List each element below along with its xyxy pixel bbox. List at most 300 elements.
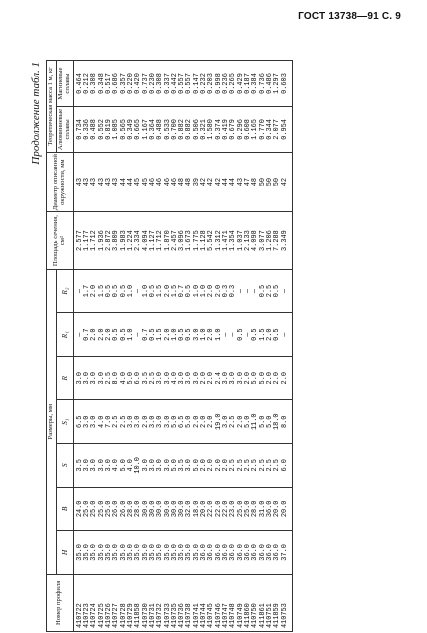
table-cell-s1: 2.5 xyxy=(112,415,121,428)
h-column xyxy=(73,531,292,575)
table-cell-r1: 2.0 xyxy=(207,328,216,341)
table-cell-r1: 0.7 xyxy=(141,328,150,341)
table-cell-b: 25.0 xyxy=(243,500,252,518)
table-cell-s1: 5.0 xyxy=(258,415,267,428)
table-cell-r1: 2.0 xyxy=(105,328,114,341)
table-cell-area: 1.354 xyxy=(229,230,238,251)
table-cell-profile-number: 410729 xyxy=(126,603,135,628)
table-cell-diameter: 50 xyxy=(265,178,274,187)
table-cell-r2: — xyxy=(75,289,84,294)
table-cell-profile-number: 410727 xyxy=(112,603,121,628)
table-cell-r: 4.0 xyxy=(119,372,128,385)
table-cell-magnesium: 0.442 xyxy=(170,73,179,94)
header-r2: R₂ xyxy=(56,269,73,313)
table-cell-r2: 1.0 xyxy=(126,284,135,298)
table-cell-b: 26.0 xyxy=(112,500,121,518)
table-cell-h: 36.0 xyxy=(214,544,223,561)
table-cell-s: 2.5 xyxy=(273,459,282,472)
table-cell-r2: 0.7 xyxy=(178,284,187,298)
table-cell-h: 35.0 xyxy=(141,544,150,561)
table-cell-h: 36.0 xyxy=(222,544,231,561)
table-cell-s: 3.0 xyxy=(141,459,150,472)
table-cell-r: 3.0 xyxy=(75,372,84,385)
table-cell-b: 20.0 xyxy=(280,500,289,518)
table-cell-area: 3.809 xyxy=(112,230,121,251)
table-cell-r: 3.0 xyxy=(83,372,92,385)
table-cell-profile-number: 410724 xyxy=(90,603,99,628)
table-cell-s1: 18.0 xyxy=(273,413,282,431)
table-cell-r: 2.4 xyxy=(214,372,223,385)
table-cell-r2: 0.5 xyxy=(185,284,194,298)
table-cell-r1: 1.5 xyxy=(258,328,267,341)
table-cell-r2: — xyxy=(243,289,252,294)
table-cell-r2: 0.3 xyxy=(222,284,231,298)
table-cell-magnesium: 0.357 xyxy=(119,73,128,94)
table-cell-area: 1.037 xyxy=(236,230,245,251)
table-cell-diameter: 44 xyxy=(222,178,231,187)
table-cell-s1: 8.0 xyxy=(280,415,289,428)
table-cell-r1: 2.0 xyxy=(163,328,172,341)
table-cell-profile-number: 410751 xyxy=(265,603,274,628)
table-cell-r1: 0.5 xyxy=(112,328,121,341)
table-cell-r2: 0.5 xyxy=(148,284,157,298)
table-cell-r2: 1.7 xyxy=(83,284,92,298)
table-cell-r2: 0.5 xyxy=(119,284,128,298)
table-cell-aluminum: 1.580 xyxy=(207,119,216,140)
table-cell-diameter: 44 xyxy=(126,178,135,187)
table-cell-b: 22.0 xyxy=(214,500,223,518)
table-cell-profile-number: 410728 xyxy=(119,603,128,628)
table-cell-profile-number: 410726 xyxy=(105,603,114,628)
table-cell-diameter: 42 xyxy=(207,178,216,187)
table-cell-r1: 0.5 xyxy=(178,328,187,341)
table-cell-profile-number: 410749 xyxy=(236,603,245,628)
table-cell-r2: — xyxy=(236,289,245,294)
table-cell-r2: 2.5 xyxy=(265,284,274,298)
table-cell-r: 3.0 xyxy=(163,372,172,385)
table-cell-magnesium: 0.220 xyxy=(126,73,135,94)
table-cell-b: 20.0 xyxy=(200,500,209,518)
table-cell-magnesium: 0.686 xyxy=(112,73,121,94)
table-cell-aluminum: 0.734 xyxy=(75,119,84,140)
table-cell-area: 3.096 xyxy=(178,230,187,251)
table-cell-area: 2.872 xyxy=(105,230,114,251)
table-cell-b: 25.0 xyxy=(105,500,114,518)
table-cell-diameter: 42 xyxy=(200,178,209,187)
table-cell-s: 3.0 xyxy=(185,459,194,472)
s-column xyxy=(73,444,292,488)
table-cell-s1: 3.0 xyxy=(222,415,231,428)
table-cell-s1: 19.0 xyxy=(214,413,223,431)
table-cell-h: 36.0 xyxy=(243,544,252,561)
table-cell-s: 2.5 xyxy=(265,459,274,472)
table-cell-b: 20.0 xyxy=(273,500,282,518)
table-cell-diameter: 42 xyxy=(214,178,223,187)
table-cell-r: 2.0 xyxy=(207,372,216,385)
table-cell-s: 3.5 xyxy=(178,459,187,472)
table-cell-h: 36.0 xyxy=(258,544,267,561)
table-cell-aluminum: 0.506 xyxy=(192,119,201,140)
table-stage xyxy=(30,60,426,632)
table-cell-r: 2.5 xyxy=(148,372,157,385)
table-cell-b: 24.0 xyxy=(75,500,84,518)
table-cell-h: 35.0 xyxy=(119,544,128,561)
table-cell-magnesium: 0.348 xyxy=(97,73,106,94)
table-cell-h: 35.0 xyxy=(156,544,165,561)
table-cell-r1: 0.5 xyxy=(273,328,282,341)
table-cell-diameter: 46 xyxy=(148,178,157,187)
table-cell-diameter: 50 xyxy=(258,178,267,187)
table-cell-r: 3.0 xyxy=(156,372,165,385)
table-cell-magnesium: 0.147 xyxy=(192,73,201,94)
table-cell-area: 1.983 xyxy=(119,230,128,251)
table-cell-r2: 1.5 xyxy=(97,284,106,298)
table-cell-diameter: 42 xyxy=(280,178,289,187)
table-cell-s: 5.0 xyxy=(192,459,201,472)
table-cell-s1: 6.5 xyxy=(75,415,84,428)
table-cell-h: 36.0 xyxy=(251,544,260,561)
table-cell-s1: 5.0 xyxy=(170,415,179,428)
table-cell-h: 35.0 xyxy=(134,544,143,561)
table-cell-s: 2.0 xyxy=(222,459,231,472)
table-cell-profile-number: 410733 xyxy=(163,603,172,628)
table-cell-aluminum: 0.533 xyxy=(163,119,172,140)
table-cell-s: 3.0 xyxy=(83,459,92,472)
table-cell-area: 1.127 xyxy=(148,230,157,251)
header-r: R xyxy=(56,356,73,400)
table-cell-magnesium: 0.557 xyxy=(178,73,187,94)
table-cell-r1: 0.5 xyxy=(119,328,128,341)
table-cell-r1: 0.5 xyxy=(251,328,260,341)
table-cell-h: 36.0 xyxy=(265,544,274,561)
table-cell-s1: 2.0 xyxy=(207,415,216,428)
table-cell-s: 5.0 xyxy=(170,459,179,472)
magnesium-mass-column xyxy=(73,61,292,107)
table-cell-area: 2.457 xyxy=(170,230,179,251)
table-cell-s1: 5.0 xyxy=(265,415,274,428)
table-cell-magnesium: 0.517 xyxy=(105,73,114,94)
table-cell-aluminum: 0.665 xyxy=(134,119,143,140)
table-cell-s: 2.5 xyxy=(251,459,260,472)
table-cell-r1: 0.5 xyxy=(236,328,245,341)
table-cell-profile-number: 411860 xyxy=(243,603,252,628)
table-cell-r1: 1.0 xyxy=(126,328,135,341)
table-cell-b: 30.0 xyxy=(141,500,150,518)
table-cell-r2: 1.5 xyxy=(170,284,179,298)
table-cell-b: 28.0 xyxy=(126,500,135,518)
table-caption: Продолжение табл. 1 xyxy=(30,62,42,165)
table-cell-r: 5.0 xyxy=(126,372,135,385)
table-cell-diameter: 43 xyxy=(97,178,106,187)
table-cell-profile-number: 410745 xyxy=(207,603,216,628)
header-magnesium: Магниевые сплавы xyxy=(56,61,73,107)
table-cell-magnesium: 1.297 xyxy=(273,73,282,94)
table-cell-aluminum: 0.488 xyxy=(156,119,165,140)
table-cell-r1: 3.0 xyxy=(192,328,201,341)
diameter-column xyxy=(73,152,292,212)
table-cell-magnesium: 0.486 xyxy=(265,73,274,94)
table-cell-s: 3.0 xyxy=(148,459,157,472)
table-cell-r: 2.0 xyxy=(243,372,252,385)
header-r1: R₁ xyxy=(56,313,73,357)
table-cell-r2: 0.5 xyxy=(273,284,282,298)
table-cell-r: 6.0 xyxy=(134,372,143,385)
table-cell-magnesium: 0.384 xyxy=(251,73,260,94)
table-cell-area: 1.870 xyxy=(163,230,172,251)
table-cell-area: 3.077 xyxy=(258,230,267,251)
table-cell-aluminum: 0.344 xyxy=(265,119,274,140)
table-cell-r: 3.0 xyxy=(185,372,194,385)
table-cell-diameter: 43 xyxy=(112,178,121,187)
table-cell-profile-number: 410732 xyxy=(156,603,165,628)
table-cell-aluminum: 1.167 xyxy=(141,119,150,140)
table-cell-aluminum: 0.954 xyxy=(280,119,289,140)
table-cell-area: 1.775 xyxy=(192,230,201,251)
area-column xyxy=(73,212,292,269)
table-cell-h: 35.0 xyxy=(90,544,99,561)
header-dimensions: Размеры, мм xyxy=(47,269,57,574)
table-cell-profile-number: 410736 xyxy=(178,603,187,628)
table-cell-h: 35.0 xyxy=(178,544,187,561)
table-cell-profile-number: 410741 xyxy=(192,603,201,628)
table-cell-h: 35.0 xyxy=(105,544,114,561)
table-cell-r2: — xyxy=(251,289,260,294)
table-cell-profile-number: 410750 xyxy=(251,603,260,628)
table-cell-area: 4.098 xyxy=(251,230,260,251)
table-cell-s1: 3.0 xyxy=(148,415,157,428)
table-cell-aluminum: 0.552 xyxy=(97,119,106,140)
page-header: ГОСТ 13738—91 С. 9 xyxy=(298,11,401,22)
table-cell-profile-number: 410730 xyxy=(141,603,150,628)
table-cell-b: 30.0 xyxy=(178,500,187,518)
table-cell-r: 2.0 xyxy=(273,372,282,385)
table-cell-s1: 3.0 xyxy=(90,415,99,428)
table-cell-h: 36.0 xyxy=(200,544,209,561)
table-cell-r1: — xyxy=(229,332,238,337)
table-cell-magnesium: 0.232 xyxy=(200,73,209,94)
table-cell-b: 18.0 xyxy=(192,500,201,518)
table-cell-b: 25.0 xyxy=(97,500,106,518)
table-cell-magnesium: 0.187 xyxy=(243,73,252,94)
table-cell-area: 2.577 xyxy=(75,230,84,251)
table-cell-profile-number: 410731 xyxy=(148,603,157,628)
table-cell-r1: — xyxy=(243,332,252,337)
table-cell-magnesium: 0.557 xyxy=(185,73,194,94)
table-cell-r2: 1.0 xyxy=(192,284,201,298)
table-cell-magnesium: 0.429 xyxy=(236,73,245,94)
table-cell-s1: 3.0 xyxy=(163,415,172,428)
table-cell-h: 36.0 xyxy=(236,544,245,561)
table-cell-s1: 7.0 xyxy=(105,415,114,428)
table-cell-s1: 3.0 xyxy=(126,415,135,428)
table-cell-r2: 2.0 xyxy=(90,284,99,298)
table-cell-h: 36.0 xyxy=(229,544,238,561)
aluminum-mass-column xyxy=(73,107,292,153)
table-cell-s: 6.0 xyxy=(280,459,289,472)
r-column xyxy=(73,356,292,400)
table-cell-aluminum: 0.349 xyxy=(126,119,135,140)
r1-column xyxy=(73,313,292,357)
table-cell-area: 1.128 xyxy=(200,230,209,251)
table-cell-s1: 2.0 xyxy=(200,415,209,428)
table-cell-r1: 1.0 xyxy=(170,328,179,341)
table-cell-r: 8.0 xyxy=(112,372,121,385)
table-cell-diameter: 43 xyxy=(83,178,92,187)
table-cell-area: 3.349 xyxy=(280,230,289,251)
table-cell-r2: 1.5 xyxy=(156,284,165,298)
table-cell-aluminum: 0.770 xyxy=(258,119,267,140)
table-cell-r: 5.0 xyxy=(251,372,260,385)
table-cell-area: 1.936 xyxy=(97,230,106,251)
table-cell-profile-number: 410744 xyxy=(200,603,209,628)
table-cell-s: 3.5 xyxy=(75,459,84,472)
table-cell-r: 5.0 xyxy=(258,372,267,385)
table-cell-r2: — xyxy=(134,289,143,294)
table-cell-b: 25.0 xyxy=(236,500,245,518)
table-cell-s1: 2.0 xyxy=(192,415,201,428)
table-cell-h: 35.0 xyxy=(170,544,179,561)
table-cell-aluminum: 0.364 xyxy=(148,119,157,140)
table-cell-profile-number: 411861 xyxy=(258,603,267,628)
table-cell-r1: 2.0 xyxy=(97,328,106,341)
table-cell-s1: 2.5 xyxy=(119,415,128,428)
table-cell-aluminum: 0.819 xyxy=(105,119,114,140)
table-cell-profile-number: 410735 xyxy=(170,603,179,628)
table-cell-profile-number: 410747 xyxy=(222,603,231,628)
table-cell-r1: 2.0 xyxy=(90,328,99,341)
table-cell-r2: 2.0 xyxy=(163,284,172,298)
table-body-row xyxy=(73,61,292,632)
table-cell-area: 1.712 xyxy=(156,230,165,251)
table-cell-h: 35.0 xyxy=(112,544,121,561)
table-cell-s1: 2.0 xyxy=(236,415,245,428)
table-cell-r2: 0.3 xyxy=(229,284,238,298)
table-cell-r: 3.0 xyxy=(178,372,187,385)
table-cell-s: 2.5 xyxy=(258,459,267,472)
profile-table xyxy=(46,60,293,632)
table-cell-r1: 0.5 xyxy=(185,328,194,341)
table-cell-h: 35.0 xyxy=(83,544,92,561)
table-cell-profile-number: 411859 xyxy=(273,603,282,628)
table-cell-s1: 2.5 xyxy=(229,415,238,428)
table-cell-r2: 1.0 xyxy=(141,284,150,298)
table-cell-aluminum: 1.165 xyxy=(251,119,260,140)
table-cell-aluminum: 0.608 xyxy=(243,119,252,140)
table-cell-b: 32.0 xyxy=(185,500,194,518)
table-cell-aluminum: 2.077 xyxy=(273,119,282,140)
table-cell-r: 2.0 xyxy=(280,372,289,385)
table-cell-h: 37.0 xyxy=(280,544,289,561)
table-cell-profile-number: 410725 xyxy=(97,603,106,628)
table-cell-r: 3.0 xyxy=(192,372,201,385)
header-h: H xyxy=(56,531,73,575)
table-cell-s: 2.5 xyxy=(229,459,238,472)
table-cell-area: 2.334 xyxy=(134,230,143,251)
table-cell-r1: — xyxy=(280,332,289,337)
table-cell-h: 35.0 xyxy=(192,544,201,561)
table-cell-r2: 2.0 xyxy=(214,284,223,298)
header-b: B xyxy=(56,487,73,531)
table-cell-r2: 0.5 xyxy=(105,284,114,298)
table-cell-magnesium: 0.998 xyxy=(214,73,223,94)
table-cell-profile-number: 410753 xyxy=(280,603,289,628)
table-cell-h: 35.0 xyxy=(126,544,135,561)
table-cell-area: 1.712 xyxy=(90,230,99,251)
table-cell-aluminum: 0.296 xyxy=(236,119,245,140)
table-cell-area: 1.673 xyxy=(185,230,194,251)
table-cell-s1: 5.0 xyxy=(185,415,194,428)
table-cell-aluminum: 0.374 xyxy=(214,119,223,140)
table-cell-area: 7.288 xyxy=(273,230,282,251)
table-cell-s1: 3.0 xyxy=(83,415,92,428)
table-cell-r: 2.0 xyxy=(200,372,209,385)
table-cell-s: 4.0 xyxy=(126,459,135,472)
table-cell-diameter: 45 xyxy=(141,178,150,187)
table-cell-diameter: 39 xyxy=(192,178,201,187)
table-cell-diameter: 48 xyxy=(251,178,260,187)
table-cell-b: 31.0 xyxy=(258,500,267,518)
table-cell-r: 3.0 xyxy=(229,372,238,385)
table-cell-s: 3.0 xyxy=(90,459,99,472)
table-cell-s: 3.0 xyxy=(156,459,165,472)
table-cell-diameter: 46 xyxy=(156,178,165,187)
table-cell-diameter: 43 xyxy=(236,178,245,187)
table-cell-magnesium: 0.736 xyxy=(258,73,267,94)
table-cell-s1: 11.0 xyxy=(251,413,260,431)
table-cell-r2: 0.5 xyxy=(112,284,121,298)
table-cell-aluminum: 0.882 xyxy=(178,119,187,140)
table-cell-h: 35.0 xyxy=(163,544,172,561)
table-cell-r1: 0.5 xyxy=(148,328,157,341)
header-s: S xyxy=(56,444,73,488)
table-cell-area: 4.094 xyxy=(141,230,150,251)
table-cell-diameter: 43 xyxy=(90,178,99,187)
table-cell-b: 28.0 xyxy=(251,500,260,518)
table-cell-s: 2.0 xyxy=(214,459,223,472)
table-cell-h: 35.0 xyxy=(185,544,194,561)
table-cell-diameter: 43 xyxy=(75,178,84,187)
table-cell-area: 5.542 xyxy=(207,230,216,251)
table-cell-magnesium: 0.203 xyxy=(207,73,216,94)
table-cell-s: 2.5 xyxy=(243,459,252,472)
table-cell-diameter: 45 xyxy=(134,178,143,187)
table-cell-magnesium: 0.337 xyxy=(163,73,172,94)
table-cell-magnesium: 0.308 xyxy=(90,73,99,94)
table-cell-r: 2.0 xyxy=(265,372,274,385)
table-cell-r: 3.0 xyxy=(236,372,245,385)
table-cell-r: 3.5 xyxy=(141,372,150,385)
table-cell-h: 35.0 xyxy=(75,544,84,561)
table-cell-r: 4.0 xyxy=(170,372,179,385)
table-cell-r1: — xyxy=(75,332,84,337)
rotated-table-block xyxy=(30,60,426,632)
table-cell-diameter: 48 xyxy=(185,178,194,187)
table-cell-r: 2.5 xyxy=(105,372,114,385)
table-cell-s1: 4.0 xyxy=(97,415,106,428)
table-cell-diameter: 43 xyxy=(105,178,114,187)
table-cell-s1: 3.0 xyxy=(156,415,165,428)
table-cell-b: 28.0 xyxy=(134,500,143,518)
table-cell-r2: — xyxy=(280,289,289,294)
table-cell-s: 2.5 xyxy=(236,459,245,472)
table-cell-r: 3.0 xyxy=(97,372,106,385)
table-cell-aluminum: 0.882 xyxy=(185,119,194,140)
table-cell-diameter: 44 xyxy=(119,178,128,187)
table-cell-r1: — xyxy=(134,332,143,337)
table-cell-h: 36.0 xyxy=(207,544,216,561)
table-cell-b: 30.0 xyxy=(170,500,179,518)
table-cell-b: 22.0 xyxy=(207,500,216,518)
